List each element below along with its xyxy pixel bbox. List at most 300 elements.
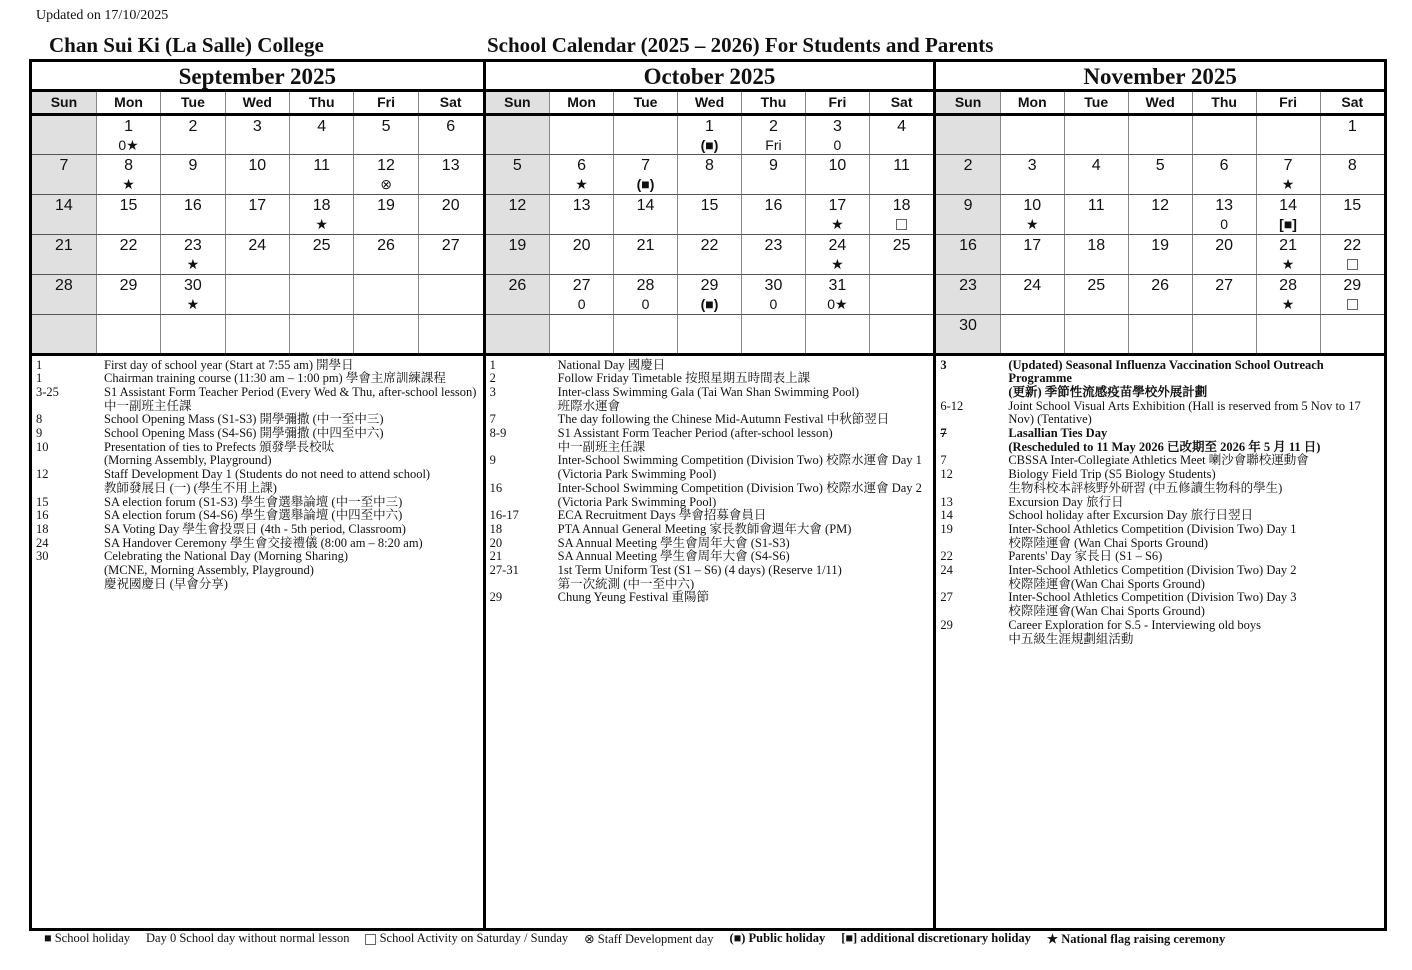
day-cell — [805, 234, 869, 274]
empty-cell — [1064, 314, 1128, 354]
weekday-thu: Thu — [1192, 92, 1256, 114]
event-date: 20 — [489, 535, 503, 550]
day-cell — [614, 274, 678, 314]
empty-cell — [225, 314, 289, 354]
flag-raising-icon: ★ — [186, 295, 200, 312]
event-date: 7 — [489, 412, 496, 427]
day-cell — [1064, 194, 1128, 234]
day-cell — [161, 194, 225, 234]
event-date: 19 — [940, 521, 953, 536]
event-text: Inter-School Swimming Competition (Division Two) 校際水運會 Day 1 (Victoria Park Swimming Pool) — [557, 453, 922, 482]
event-text: (Updated) Seasonal Influenza Vaccination School Outreach Programme (更新) 季節性流感疫苗學校外展計劃 — [1008, 357, 1324, 399]
day-number: 7 — [1283, 156, 1293, 174]
event-date: 8-9 — [489, 426, 507, 441]
day-zero-marker: 0 — [833, 136, 842, 153]
flag-raising-icon: ★ — [1281, 255, 1295, 272]
day-number: 21 — [636, 236, 655, 254]
event-item — [940, 523, 1380, 550]
event-text: Chairman training course (11:30 am – 1:00 pm) 學會主席訓練課程 — [104, 371, 446, 386]
discretionary-holiday-icon: [■] — [1279, 215, 1297, 232]
event-date: 29 — [940, 617, 953, 632]
month-title: October 2025 — [486, 62, 934, 92]
day-cell — [741, 194, 805, 234]
event-date: 24 — [36, 535, 49, 550]
event-text: Excursion Day 旅行日 — [1008, 494, 1124, 509]
event-item — [940, 591, 1380, 618]
day-number: 22 — [1343, 236, 1362, 254]
event-date: 7 — [940, 426, 947, 441]
weekday-header — [486, 92, 934, 114]
weekday-tue: Tue — [614, 92, 678, 114]
day-number: 13 — [1215, 196, 1234, 214]
day-number: 19 — [377, 196, 395, 214]
event-date: 1 — [489, 357, 496, 372]
day-cell — [1320, 154, 1384, 194]
day-cell — [418, 154, 482, 194]
day-zero-marker: 0 — [1220, 215, 1229, 232]
weekday-header — [32, 92, 483, 114]
timetable-marker: Fri — [765, 136, 782, 153]
empty-cell — [290, 274, 354, 314]
event-date: 27-31 — [489, 563, 519, 578]
weekend-activity-icon — [870, 215, 933, 233]
event-date: 18 — [36, 521, 49, 536]
flag-raising-icon: ★ — [122, 175, 135, 192]
event-text: The day following the Chinese Mid-Autumn Festival 中秋節翌日 — [557, 412, 890, 427]
day-number: 6 — [1219, 156, 1229, 174]
event-item — [490, 523, 930, 537]
day-cell — [741, 274, 805, 314]
event-item — [490, 591, 930, 605]
legend-symbol-icon: (■) — [729, 931, 746, 945]
event-date: 10 — [36, 439, 49, 454]
day-number: 23 — [959, 276, 977, 294]
weekday-mon: Mon — [96, 92, 160, 114]
day-cell — [936, 274, 1000, 314]
empty-cell — [32, 114, 96, 154]
day-number: 11 — [313, 156, 330, 174]
event-item — [36, 537, 479, 551]
day-cell — [805, 114, 869, 154]
day-number: 15 — [119, 196, 138, 214]
empty-cell — [354, 314, 418, 354]
weekday-thu: Thu — [290, 92, 354, 114]
day-cell — [32, 154, 96, 194]
weekend-activity-icon — [1321, 255, 1384, 273]
day-number: 30 — [184, 276, 202, 294]
week-row — [32, 154, 483, 194]
day-cell — [1000, 194, 1064, 234]
month-october — [483, 62, 934, 928]
day-zero-marker: 0 — [641, 295, 650, 312]
empty-cell — [614, 114, 678, 154]
day-number: 12 — [508, 196, 527, 214]
day-number: 9 — [768, 156, 778, 174]
event-date: 27 — [940, 590, 953, 605]
event-item — [940, 359, 1380, 400]
day-number: 5 — [381, 117, 391, 135]
calendar-title: School Calendar (2025 – 2026) For Students and Parents — [487, 33, 994, 57]
event-date: 2 — [489, 371, 496, 386]
legend-label: additional discretionary holiday — [860, 931, 1031, 945]
month-title: November 2025 — [936, 62, 1384, 92]
empty-cell — [1192, 314, 1256, 354]
empty-cell — [1320, 314, 1384, 354]
flag-raising-icon: ★ — [1281, 295, 1295, 312]
weekday-wed: Wed — [225, 92, 289, 114]
event-item — [940, 619, 1380, 646]
event-item — [490, 386, 930, 413]
event-item — [940, 564, 1380, 591]
day-cell — [1128, 194, 1192, 234]
day-number: 21 — [55, 236, 73, 254]
public-holiday-icon: (■) — [636, 175, 655, 192]
week-row — [32, 314, 483, 354]
calendar-frame — [29, 59, 1387, 931]
day-cell — [354, 114, 418, 154]
day-number: 22 — [119, 236, 138, 254]
day-cell — [1256, 234, 1320, 274]
events-list — [936, 356, 1384, 929]
legend-label: Staff Development day — [597, 932, 714, 946]
empty-cell — [1000, 314, 1064, 354]
day-cell — [1192, 194, 1256, 234]
event-text: SA election forum (S1-S3) 學生會選舉論壇 (中一至中三) — [104, 494, 403, 509]
week-row — [936, 274, 1384, 314]
day-cell — [1064, 234, 1128, 274]
day-number: 31 — [828, 276, 847, 294]
day-cell — [96, 194, 160, 234]
legend-item — [729, 931, 825, 947]
event-text: Inter-School Athletics Competition (Division Two) Day 1 校際陸運會 (Wan Chai Sports Ground) — [1008, 521, 1297, 550]
event-text: Follow Friday Timetable 按照星期五時間表上課 — [557, 371, 811, 386]
day-cell — [1000, 274, 1064, 314]
event-item — [940, 550, 1380, 564]
flag-raising-icon: ★ — [575, 175, 588, 192]
empty-cell — [550, 114, 614, 154]
day-cell — [678, 274, 742, 314]
empty-cell — [290, 314, 354, 354]
day-number: 17 — [248, 196, 267, 214]
day-cell — [550, 274, 614, 314]
weekday-mon: Mon — [1000, 92, 1064, 114]
day-number: 30 — [959, 316, 977, 334]
day-number: 16 — [764, 196, 783, 214]
event-date: 22 — [940, 549, 953, 564]
day-cell — [1128, 154, 1192, 194]
day-number: 26 — [377, 236, 395, 254]
weekend-activity-icon — [1321, 295, 1384, 313]
event-text: SA election forum (S4-S6) 學生會選舉論壇 (中四至中六) — [104, 508, 403, 523]
legend — [44, 931, 1241, 947]
day-number: 3 — [252, 117, 262, 135]
event-item — [36, 550, 479, 591]
day-number: 25 — [892, 236, 911, 254]
day-number: 9 — [963, 196, 973, 214]
day-cell — [1192, 234, 1256, 274]
event-date: 15 — [36, 494, 49, 509]
day-number: 1 — [124, 117, 134, 135]
event-text: SA Handover Ceremony 學生會交接禮儀 (8:00 am – 8:20 am) — [104, 535, 423, 550]
event-text: PTA Annual General Meeting 家長教師會週年大會 (PM) — [557, 521, 852, 536]
day-cell — [869, 114, 933, 154]
day-cell — [96, 274, 160, 314]
event-item — [36, 413, 479, 427]
empty-cell — [225, 274, 289, 314]
event-text: Biology Field Trip (S5 Biology Students) 生物科校本評核野外研習 (中五修讀生物科的學生) — [1008, 467, 1283, 495]
flag-raising-icon: ★ — [831, 215, 844, 232]
event-text: S1 Assistant Form Teacher Period (after-school lesson) 中一副班主任課 — [557, 426, 833, 454]
event-date: 9 — [489, 453, 496, 468]
day-cell — [225, 154, 289, 194]
day-cell — [678, 114, 742, 154]
day-cell — [225, 234, 289, 274]
day-cell — [1064, 154, 1128, 194]
weekday-sun: Sun — [936, 92, 1000, 114]
event-item — [940, 400, 1380, 427]
event-date: 12 — [36, 467, 49, 482]
event-item — [490, 564, 930, 591]
flag-raising-icon: ★ — [1025, 215, 1039, 232]
empty-cell — [869, 314, 933, 354]
legend-symbol-icon: [■] — [841, 931, 858, 945]
day-number: 4 — [1091, 156, 1101, 174]
day-number: 4 — [317, 117, 327, 135]
day-number: 25 — [1087, 276, 1106, 294]
event-text: Inter-School Athletics Competition (Division Two) Day 3 校際陸運會(Wan Chai Sports Ground) — [1008, 590, 1297, 619]
month-november — [933, 62, 1384, 928]
weekday-wed: Wed — [1128, 92, 1192, 114]
empty-cell — [418, 314, 482, 354]
day-cell — [678, 234, 742, 274]
week-row — [936, 234, 1384, 274]
events-list — [486, 356, 934, 929]
empty-cell — [354, 274, 418, 314]
day-number: 14 — [636, 196, 655, 214]
event-text: School Opening Mass (S4-S6) 開學彌撒 (中四至中六) — [104, 426, 384, 441]
day-number: 10 — [828, 156, 847, 174]
event-date: 12 — [940, 467, 953, 482]
day-cell — [96, 114, 160, 154]
day-cell — [936, 194, 1000, 234]
week-row — [936, 194, 1384, 234]
day-number: 25 — [312, 236, 331, 254]
day-cell — [1064, 274, 1128, 314]
day-cell — [550, 154, 614, 194]
flag-raising-icon: 0★ — [118, 136, 139, 153]
day-cell — [1320, 194, 1384, 234]
empty-cell — [614, 314, 678, 354]
month-grid — [936, 92, 1384, 356]
day-number: 18 — [892, 196, 911, 214]
weekday-sat: Sat — [418, 92, 482, 114]
event-item — [36, 468, 479, 495]
day-number: 2 — [963, 156, 973, 174]
day-cell — [614, 194, 678, 234]
event-item — [940, 468, 1380, 495]
day-number: 26 — [508, 276, 527, 294]
day-number: 23 — [184, 236, 202, 254]
weekday-row — [936, 92, 1384, 114]
event-text: SA Annual Meeting 學生會周年大會 (S1-S3) — [557, 535, 790, 550]
week-row — [486, 274, 934, 314]
event-date: 21 — [489, 549, 503, 564]
legend-label: School day without normal lesson — [179, 931, 350, 945]
day-number: 11 — [1087, 196, 1105, 214]
day-cell — [678, 194, 742, 234]
day-cell — [1128, 234, 1192, 274]
event-item — [490, 509, 930, 523]
week-row — [936, 314, 1384, 354]
week-rows — [486, 114, 934, 354]
event-item — [490, 427, 930, 454]
day-cell — [1320, 114, 1384, 154]
event-text: S1 Assistant Form Teacher Period (Every Wed & Thu, after-school lesson) 中一副班主任課 — [104, 384, 477, 413]
month-grid — [486, 92, 934, 356]
flag-raising-icon: ★ — [831, 255, 844, 272]
day-number: 7 — [641, 156, 650, 174]
empty-cell — [32, 314, 96, 354]
week-row — [32, 234, 483, 274]
event-text: Celebrating the National Day (Morning Sharing) (MCNE, Morning Assembly, Playground) 慶祝國慶日 (早會分享) — [104, 549, 349, 591]
event-item — [490, 482, 930, 509]
event-text: Staff Development Day 1 (Students do not need to attend school) 教師發展日 (一) (學生不用上課) — [104, 467, 431, 495]
school-name: Chan Sui Ki (La Salle) College — [49, 33, 324, 57]
empty-cell — [161, 314, 225, 354]
day-number: 2 — [188, 117, 198, 135]
day-cell — [96, 154, 160, 194]
empty-cell — [486, 114, 550, 154]
event-item — [940, 454, 1380, 468]
day-cell — [354, 154, 418, 194]
day-cell — [1000, 234, 1064, 274]
day-number: 17 — [1023, 236, 1042, 254]
legend-item — [365, 931, 568, 947]
day-number: 10 — [1023, 196, 1042, 214]
empty-cell — [678, 314, 742, 354]
day-number: 18 — [1087, 236, 1106, 254]
weekday-sun: Sun — [32, 92, 96, 114]
empty-cell — [1128, 314, 1192, 354]
empty-cell — [96, 314, 160, 354]
event-date: 13 — [940, 494, 953, 509]
month-grid — [32, 92, 483, 356]
event-date: 16-17 — [489, 508, 519, 523]
event-date: 3 — [489, 384, 496, 399]
empty-cell — [1128, 114, 1192, 154]
legend-item — [841, 931, 1031, 947]
day-number: 20 — [441, 196, 460, 214]
empty-cell — [805, 314, 869, 354]
day-number: 15 — [700, 196, 719, 214]
day-cell — [290, 154, 354, 194]
day-number: 24 — [828, 236, 847, 254]
day-cell — [32, 274, 96, 314]
week-row — [486, 194, 934, 234]
day-number: 14 — [1279, 196, 1297, 214]
day-number: 12 — [377, 156, 395, 174]
day-number: 7 — [59, 156, 69, 174]
day-cell — [550, 234, 614, 274]
week-row — [486, 114, 934, 154]
empty-cell — [418, 274, 482, 314]
day-number: 19 — [508, 236, 527, 254]
day-cell — [805, 194, 869, 234]
day-number: 5 — [1155, 156, 1165, 174]
month-title: September 2025 — [32, 62, 483, 92]
day-zero-marker: 0 — [769, 295, 778, 312]
month-september — [32, 62, 483, 928]
day-cell — [741, 114, 805, 154]
legend-symbol-icon: ★ — [1046, 932, 1059, 946]
day-number: 10 — [248, 156, 267, 174]
event-text: Career Exploration for S.5 - Interviewing old boys 中五級生涯規劃組活動 — [1008, 617, 1262, 646]
square-outline-icon — [1347, 259, 1358, 270]
day-number: 1 — [705, 117, 714, 135]
day-cell — [1000, 154, 1064, 194]
week-row — [486, 234, 934, 274]
event-item — [36, 372, 479, 386]
square-outline-icon — [365, 934, 376, 945]
day-cell — [805, 274, 869, 314]
empty-cell — [1256, 114, 1320, 154]
day-cell — [161, 234, 225, 274]
day-cell — [936, 234, 1000, 274]
weekday-row — [486, 92, 934, 114]
event-date: 16 — [36, 508, 49, 523]
event-item — [36, 509, 479, 523]
week-row — [32, 114, 483, 154]
empty-cell — [936, 114, 1000, 154]
day-cell — [32, 194, 96, 234]
day-number: 21 — [1279, 236, 1297, 254]
day-cell — [290, 194, 354, 234]
event-item — [940, 509, 1380, 523]
event-text: Chung Yeung Festival 重陽節 — [557, 590, 710, 605]
event-date: 3-25 — [36, 384, 59, 399]
day-number: 19 — [1151, 236, 1170, 254]
weekday-header — [936, 92, 1384, 114]
event-text: Inter-School Swimming Competition (Division Two) 校際水運會 Day 2 (Victoria Park Swimming Pool) — [557, 480, 922, 509]
day-number: 8 — [124, 156, 134, 174]
event-text: SA Voting Day 學生會投票日 (4th - 5th period, Classroom) — [104, 521, 406, 536]
public-holiday-icon: (■) — [700, 295, 719, 312]
legend-item — [584, 931, 713, 947]
day-cell — [1192, 154, 1256, 194]
day-number: 16 — [959, 236, 977, 254]
flag-raising-icon: ★ — [1281, 175, 1295, 192]
week-row — [936, 114, 1384, 154]
day-number: 15 — [1343, 196, 1362, 214]
flag-raising-icon: 0★ — [827, 295, 848, 312]
event-item — [490, 372, 930, 386]
day-number: 12 — [1151, 196, 1170, 214]
square-outline-icon — [896, 219, 907, 230]
event-item — [940, 427, 1380, 454]
event-date: 24 — [940, 563, 953, 578]
empty-cell — [1064, 114, 1128, 154]
empty-cell — [869, 274, 933, 314]
event-text: School Opening Mass (S1-S3) 開學彌撒 (中一至中三) — [104, 412, 384, 427]
day-number: 27 — [441, 236, 460, 254]
day-cell — [805, 154, 869, 194]
event-text: Inter-School Athletics Competition (Division Two) Day 2 校際陸運會(Wan Chai Sports Ground) — [1008, 563, 1297, 591]
day-cell — [741, 154, 805, 194]
square-outline-icon — [1347, 299, 1358, 310]
day-cell — [1256, 154, 1320, 194]
day-cell — [1320, 234, 1384, 274]
event-item — [36, 523, 479, 537]
